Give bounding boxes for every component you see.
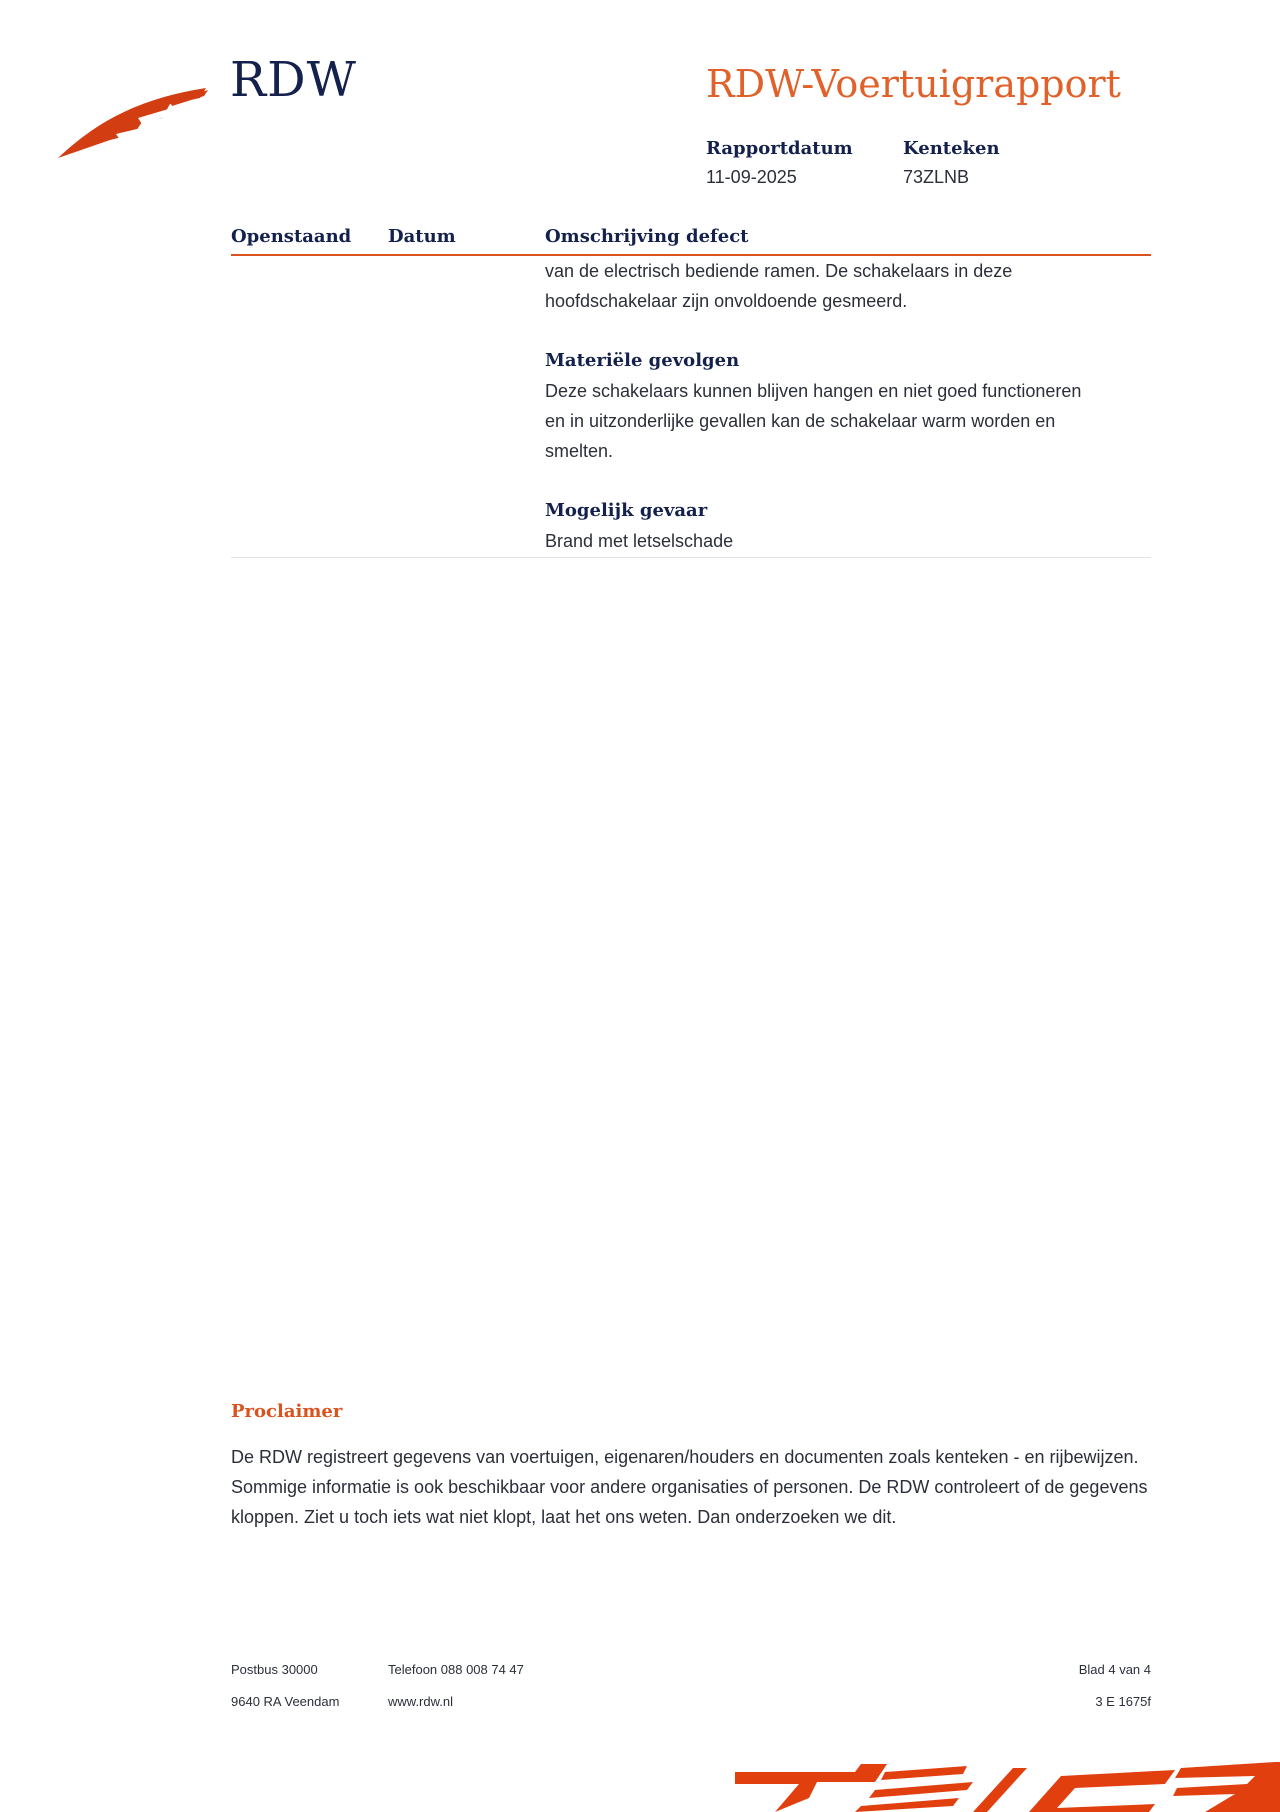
proclaimer-text: De RDW registreert gegevens van voertuigen, eigenaren/houders en documenten zoals kenteken - en rijbewijzen. Sommige informatie is ook beschikbaar voor andere organisaties of personen. De RDW controleert of de gegevens kloppen. Ziet u toch iets wat niet klopt, laat het ons weten. Dan onderzoeken we dit. (231, 1447, 1148, 1527)
rdw-wing-logo-icon (58, 82, 208, 162)
description-line: hoofdschakelaar zijn onvoldoende gesmeerd. (545, 291, 908, 311)
footer-phone: Telefoon 088 008 74 47 (388, 1662, 524, 1677)
consequences-heading: Materiële gevolgen (545, 350, 740, 371)
orange-stripes-icon (735, 1758, 1280, 1812)
report-date: 11-09-2025 (706, 167, 797, 187)
column-header-omschrijving: Omschrijving defect (545, 226, 749, 247)
consequences-line: smelten. (545, 441, 614, 461)
plate-label: Kenteken (903, 138, 1000, 159)
footer-page-number: Blad 4 van 4 (1078, 1662, 1151, 1677)
footer-postbus: Postbus 30000 (231, 1662, 318, 1677)
footer-website-link[interactable]: www.rdw.nl (388, 1694, 454, 1709)
description-line: van de electrisch bediende ramen. De schakelaars in deze (545, 261, 1013, 281)
column-header-openstaand: Openstaand (231, 226, 352, 247)
danger-heading: Mogelijk gevaar (545, 500, 708, 521)
footer-city: 9640 RA Veendam (231, 1694, 340, 1709)
consequences-line: Deze schakelaars kunnen blijven hangen en niet goed functioneren (545, 381, 1082, 401)
report-date-label: Rapportdatum (706, 138, 853, 159)
table-row-divider (231, 557, 1151, 558)
brand-name: RDW (230, 52, 357, 108)
license-plate: 73ZLNB (903, 167, 970, 187)
table-row (545, 256, 1151, 556)
proclaimer-heading: Proclaimer (231, 1401, 343, 1422)
footer-document-code: 3 E 1675f (1095, 1694, 1151, 1709)
column-header-datum: Datum (388, 226, 456, 247)
consequences-line: en in uitzonderlijke gevallen kan de schakelaar warm worden en (545, 411, 1056, 431)
danger-text: Brand met letselschade (545, 531, 734, 551)
report-title: RDW-Voertuigrapport (706, 62, 1121, 106)
